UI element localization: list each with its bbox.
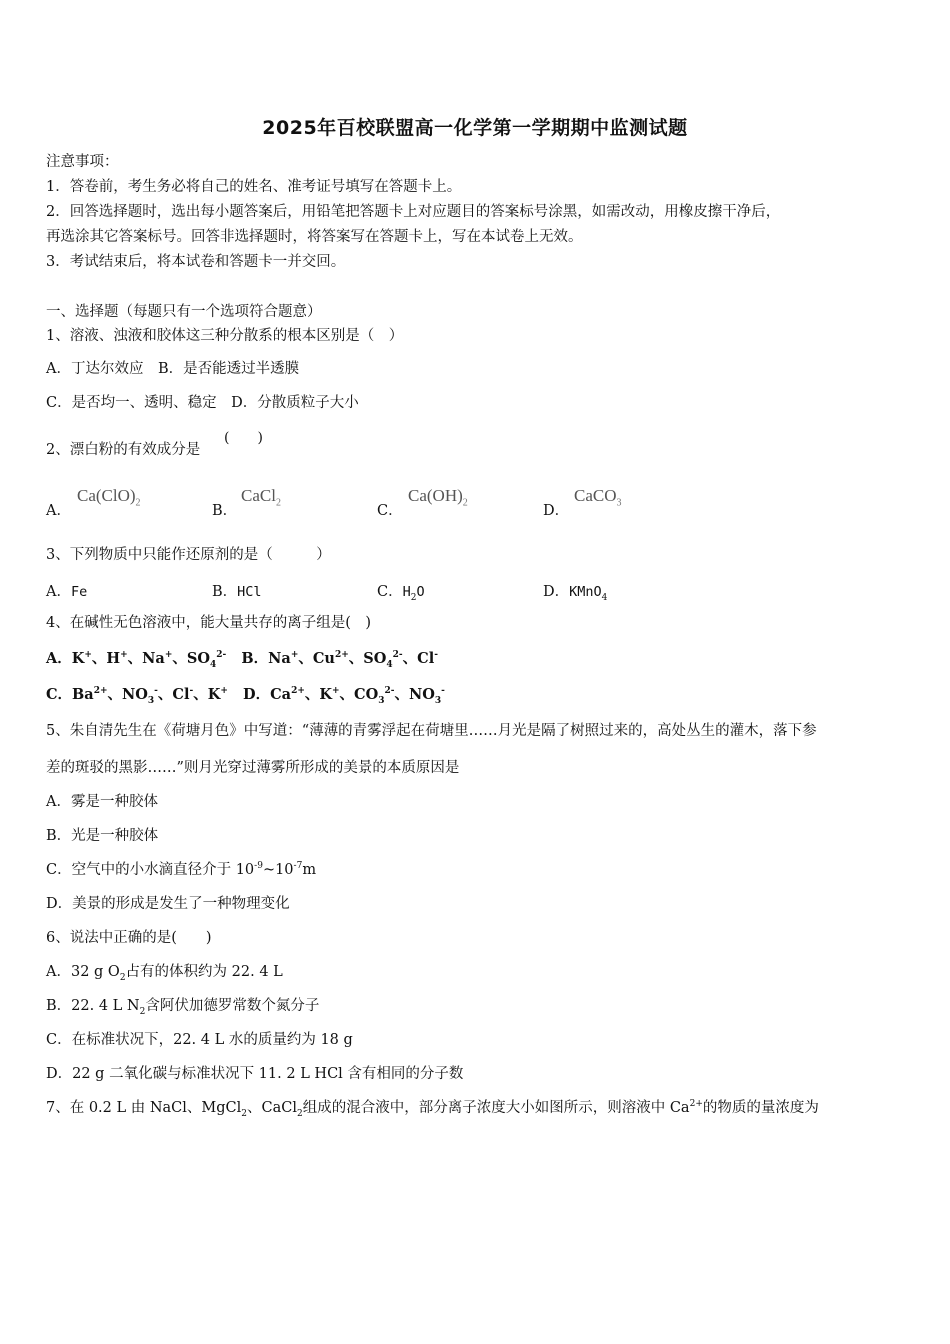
- q1-options-ab: A．丁达尔效应 B．是否能透过半透膜: [46, 361, 300, 377]
- q5-option-c: C．空气中的小水滴直径介于 $10^{-9}\sim 10^{-7}m$: [46, 861, 317, 878]
- q2-option-c-formula: $Ca(OH)_2$: [408, 486, 468, 509]
- q2-option-d-label: D．: [543, 503, 570, 519]
- section-heading: 一、选择题（每题只有一个选项符合题意）: [46, 304, 322, 320]
- q6-option-d: D．22 g 二氧化碳与标准状况下 11. 2 L HCl 含有相同的分子数: [46, 1066, 464, 1082]
- q5-option-a: A．雾是一种胶体: [46, 794, 158, 810]
- q2-option-d-formula: CaCO$_3$: [574, 486, 622, 509]
- q3-option-c: C．$H_2O$: [377, 584, 425, 603]
- q1-stem: 1、溶液、浊液和胶体这三种分散系的根本区别是（ ）: [46, 328, 404, 344]
- q1-options-cd: C．是否均一、透明、稳定 D．分散质粒子大小: [46, 395, 359, 411]
- notice-item-2: 2．回答选择题时，选出每小题答案后，用铅笔把答题卡上对应题目的答案标号涂黑，如需改动，用橡皮擦干净后，: [46, 204, 781, 220]
- q2-option-c-label: C．: [377, 503, 403, 519]
- q4-options-cd: C．$Ba^{2+}$、$NO_3^-$、Cl-、K+ D．$Ca^{2+}$、K+、$CO_3^{2-}$、$NO_3^-$: [46, 686, 445, 706]
- exam-title: 2025年百校联盟高一化学第一学期期中监测试题: [262, 117, 688, 139]
- q5-stem-line2: 差的斑驳的黑影……”则月光穿过薄雾所形成的美景的本质原因是: [46, 760, 460, 776]
- notice-item-3: 3．考试结束后，将本试卷和答题卡一并交回。: [46, 254, 346, 270]
- q2-option-b-formula: CaCl$_2$: [241, 486, 281, 509]
- q6-option-c: C．在标准状况下，22. 4 L 水的质量约为 18 g: [46, 1032, 353, 1048]
- q3-option-a: A．Fe: [46, 584, 88, 600]
- q2-stem: 2、漂白粉的有效成分是: [46, 442, 201, 458]
- q6-option-b: B．22. 4 L $N_2$含阿伏加德罗常数个氮分子: [46, 998, 320, 1017]
- q6-stem: 6、说法中正确的是( ): [46, 930, 212, 946]
- q3-option-b: B．HCl: [212, 584, 262, 600]
- q4-stem: 4、在碱性无色溶液中，能大量共存的离子组是( ): [46, 615, 372, 631]
- q2-option-a-formula: $Ca(ClO)_2$: [77, 486, 141, 509]
- q7-stem: 7、在 0.2 L 由 NaCl、MgCl$_2$、CaCl$_2$组成的混合液中，部分离子浓度大小如图所示，则溶液中 $Ca^{2+}$的物质的量浓度为: [46, 1099, 819, 1119]
- q2-paren: ( ): [224, 430, 263, 446]
- q6-option-a: A．32 g $O_2$占有的体积约为 22. 4 L: [46, 964, 283, 983]
- q5-option-d: D．美景的形成是发生了一种物理变化: [46, 896, 290, 912]
- notice-item-2-cont: 再选涂其它答案标号。回答非选择题时，将答案写在答题卡上，写在本试卷上无效。: [46, 229, 583, 245]
- notice-heading: 注意事项：: [46, 154, 119, 170]
- q3-stem: 3、下列物质中只能作还原剂的是（ ）: [46, 547, 331, 563]
- q4-options-ab: A．K+、H+、Na+、$SO_4^{2-}$ B．Na+、$Cu^{2+}$、$SO_4^{2-}$、Cl-: [46, 650, 438, 670]
- q3-option-d: D．KMnO$_4$: [543, 584, 608, 603]
- q5-option-b: B．光是一种胶体: [46, 828, 159, 844]
- q5-stem-line1: 5、朱自清先生在《荷塘月色》中写道：“薄薄的青雾浮起在荷塘里……月光是隔了树照过来的，高处丛生的灌木，落下参: [46, 723, 817, 739]
- q2-option-b-label: B．: [212, 503, 238, 519]
- notice-item-1: 1．答卷前，考生务必将自己的姓名、准考证号填写在答题卡上。: [46, 179, 462, 195]
- q2-option-a-label: A．: [46, 503, 71, 519]
